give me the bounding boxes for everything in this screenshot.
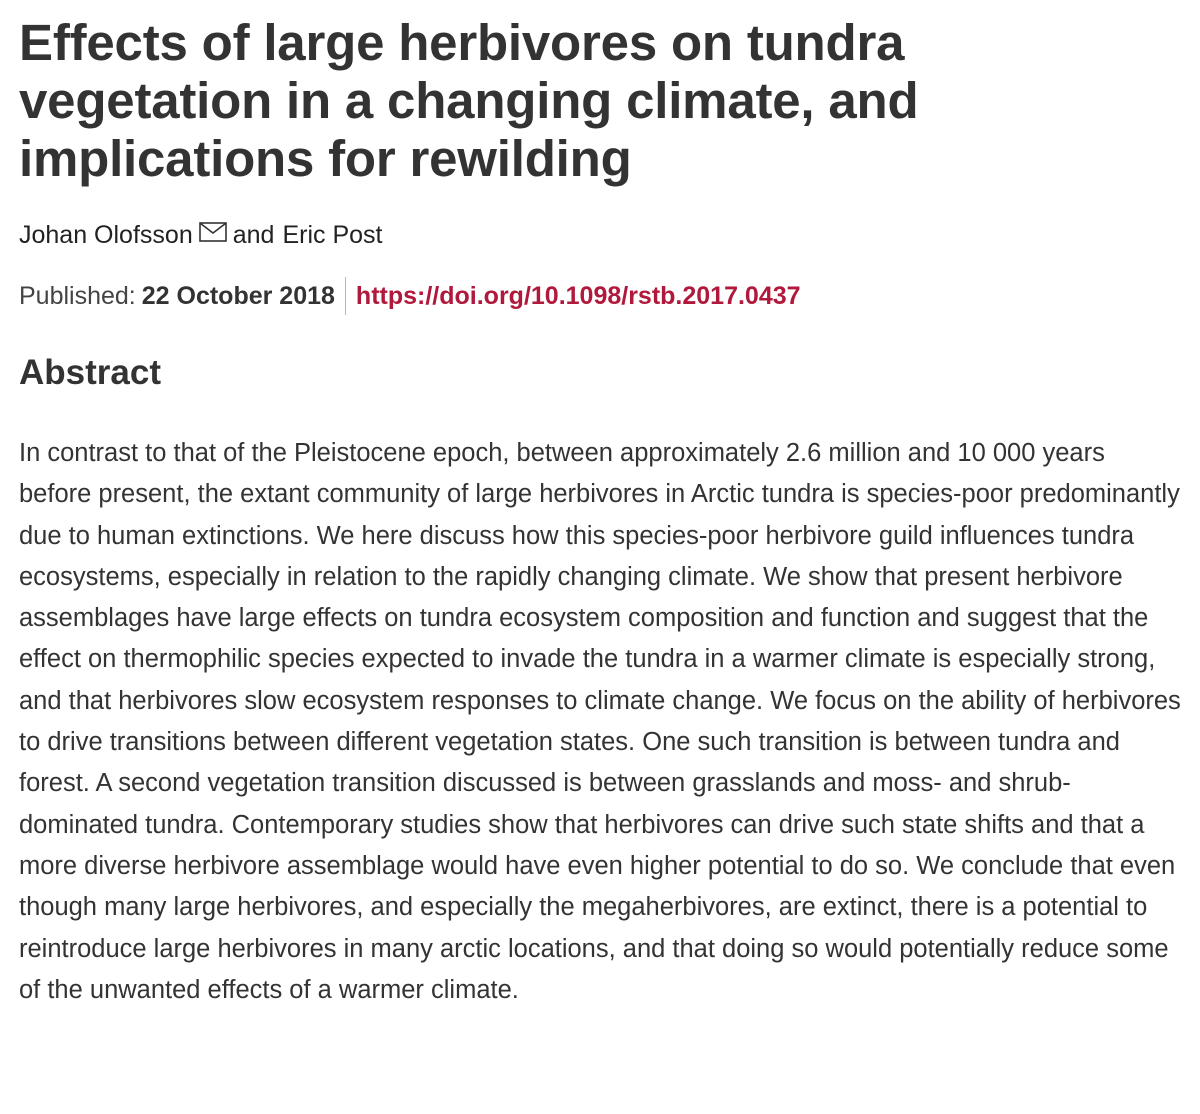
abstract-text: In contrast to that of the Pleistocene epoch, between approximately 2.6 million and 10 000 years before present, the extant community of large herbivores in Arctic tundra is species-poor predominantly due to human extinctions. We here discuss how this species-poor herbivore guild influences tundra ecosystems, especially in relation to the rapidly changing climate. We show that present herbivore assemblages have large effects on tundra ecosystem composition and function and suggest that the effect on thermophilic species expected to invade the tundra in a warmer climate is especially strong, and that herbivores slow ecosystem responses to climate change. We focus on the ability of herbivores to drive transitions between different vegetation states. One such transition is between tundra and forest. A second vegetation transition discussed is between grasslands and moss- and shrub-dominated tundra. Contemporary studies show that herbivores can drive such state shifts and that a more diverse herbivore assemblage would have even higher potential to do so. We conclude that even though many large herbivores, and especially the megaherbivores, are extinct, there is a potential to reintroduce large herbivores in many arctic locations, and that doing so would potentially reduce some of the unwanted effects of a warmer climate. [19, 439, 1181, 1004]
author-conjunction: and [232, 221, 275, 249]
abstract-heading: Abstract [19, 353, 161, 392]
doi-link[interactable]: https://doi.org/10.1098/rstb.2017.0437 [355, 282, 801, 310]
article-title: Effects of large herbivores on tundra vegetation in a changing climate, and implications for rewilding [19, 14, 919, 187]
publication-info [19, 277, 1184, 315]
divider [345, 277, 346, 315]
author-list [19, 220, 1184, 250]
article-page [19, 14, 1184, 1011]
envelope-icon[interactable] [199, 222, 227, 242]
published-date: 22 October 2018 [141, 282, 335, 310]
published-label: Published: [19, 282, 136, 310]
author-eric-post[interactable]: Eric Post [282, 221, 383, 249]
author-johan-olofsson[interactable]: Johan Olofsson [19, 221, 193, 249]
